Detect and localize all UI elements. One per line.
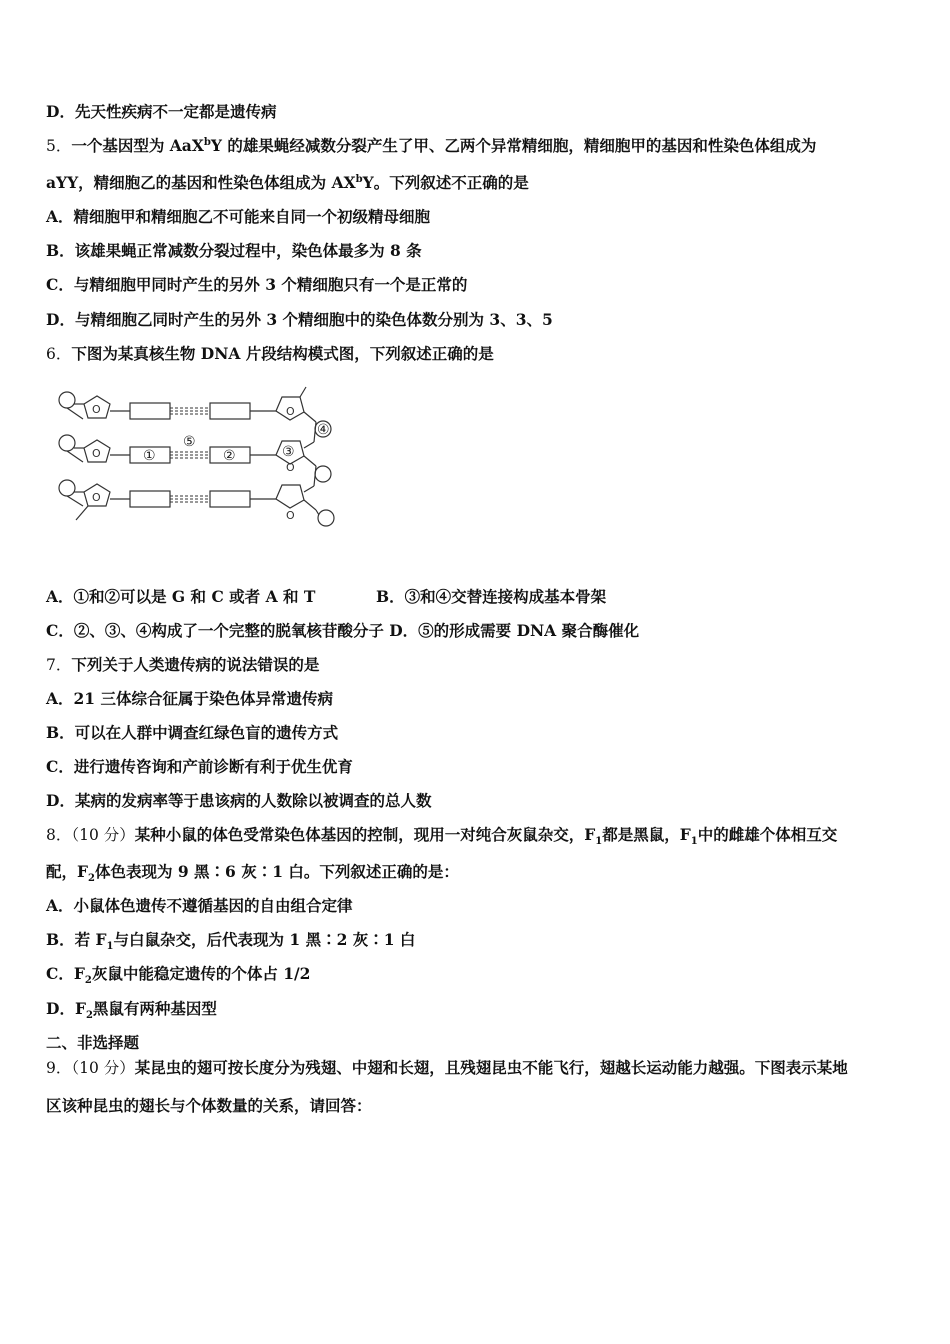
label-2: ② bbox=[223, 448, 236, 464]
q8-option-b-sub: 1 bbox=[106, 941, 114, 953]
label-1: ① bbox=[143, 448, 156, 464]
base-left-1 bbox=[130, 403, 170, 419]
pentose-right-3 bbox=[276, 485, 304, 508]
phosphate-left-3 bbox=[59, 480, 75, 496]
q7-stem bbox=[46, 655, 910, 675]
dna-structure-diagram bbox=[50, 382, 350, 542]
q7-option-b: B．可以在人群中调查红绿色盲的遗传方式 bbox=[46, 723, 339, 742]
q9-number: 9．（10 分） bbox=[46, 1059, 135, 1077]
q8-option-b-b: 与白鼠杂交，后代表现为 1 黑∶2 灰∶1 白 bbox=[113, 930, 416, 949]
phosphate-right-3 bbox=[318, 510, 334, 526]
q8-text-c: 中的雌雄个体相互交 bbox=[697, 825, 838, 844]
q6-options-ab bbox=[46, 587, 910, 607]
sugar-o-right-2: O bbox=[286, 461, 295, 474]
q8-option-c-sub: 2 bbox=[84, 975, 92, 987]
q8-option-d bbox=[46, 999, 910, 1022]
q7-option-c: C．进行遗传咨询和产前诊断有利于优生优育 bbox=[46, 757, 353, 776]
q5-number: 5． bbox=[46, 137, 72, 155]
label-4: ④ bbox=[317, 422, 330, 438]
section-2-heading: 二、非选择题 bbox=[46, 1033, 140, 1052]
q8-option-d-sub: 2 bbox=[85, 1010, 93, 1022]
q7-text: 下列关于人类遗传病的说法错误的是 bbox=[71, 655, 320, 674]
sugar-o-right-1: O bbox=[286, 405, 295, 418]
q6-option-b: B．③和④交替连接构成基本骨架 bbox=[376, 587, 607, 606]
q5-text-d: Y。下列叙述不正确的是 bbox=[362, 173, 529, 192]
q8-text-b: 都是黑鼠，F bbox=[602, 825, 691, 844]
q8-option-d-a: D．F bbox=[46, 999, 86, 1018]
q6-number: 6． bbox=[46, 345, 72, 363]
q8-text-a: 某种小鼠的体色受常染色体基因的控制，现用一对纯合灰鼠杂交，F bbox=[134, 825, 596, 844]
base-right-1 bbox=[210, 403, 250, 419]
q8-option-c-a: C．F bbox=[46, 964, 85, 983]
q8-sub-2: 1 bbox=[690, 836, 698, 848]
q8-number: 8．（10 分） bbox=[46, 826, 135, 844]
q7-number: 7． bbox=[46, 656, 72, 674]
q9-text-a: 某昆虫的翅可按长度分为残翅、中翅和长翅，且残翅昆虫不能飞行，翅越长运动能力越强。下图表示某地 bbox=[134, 1058, 848, 1077]
q4-option-d: D．先天性疾病不一定都是遗传病 bbox=[46, 102, 277, 121]
q6-option-a: A．①和②可以是 G 和 C 或者 A 和 T bbox=[46, 587, 316, 606]
q7-option-a: A．21 三体综合征属于染色体异常遗传病 bbox=[46, 689, 333, 708]
q8-sub-1: 1 bbox=[595, 836, 603, 848]
q8-text-e: 体色表现为 9 黑∶6 灰∶1 白。下列叙述正确的是： bbox=[94, 862, 459, 881]
q5-option-a: A．精细胞甲和精细胞乙不可能来自同一个初级精母细胞 bbox=[46, 207, 431, 226]
q8-sub-3: 2 bbox=[88, 873, 95, 885]
phosphate-left-1 bbox=[59, 392, 75, 408]
q5-option-b: B．该雄果蝇正常减数分裂过程中，染色体最多为 8 条 bbox=[46, 241, 422, 260]
q8-option-b-a: B．若 F bbox=[46, 930, 107, 949]
q5-text-a: 一个基因型为 AaX bbox=[71, 136, 204, 155]
phosphate-right-2 bbox=[315, 466, 331, 482]
q8-stem-line1 bbox=[46, 825, 910, 848]
q8-option-d-b: 黑鼠有两种基因型 bbox=[92, 999, 217, 1018]
base-left-3 bbox=[130, 491, 170, 507]
sugar-o-right-3: O bbox=[286, 509, 295, 522]
q5-text-b: Y 的雄果蝇经减数分裂产生了甲、乙两个异常精细胞，精细胞甲的基因和性染色体组成为 bbox=[210, 136, 817, 155]
q5-stem-line1 bbox=[46, 136, 910, 156]
q5-sup-1: b bbox=[203, 136, 211, 148]
q5-option-c: C．与精细胞甲同时产生的另外 3 个精细胞只有一个是正常的 bbox=[46, 275, 468, 294]
q8-stem-line2 bbox=[46, 862, 910, 885]
q6-options-cd: C．②、③、④构成了一个完整的脱氧核苷酸分子 D．⑤的形成需要 DNA 聚合酶催化 bbox=[46, 621, 640, 640]
sugar-o-left-1: O bbox=[92, 403, 101, 416]
q8-option-a: A．小鼠体色遗传不遵循基因的自由组合定律 bbox=[46, 896, 353, 915]
q8-option-c-b: 灰鼠中能稳定遗传的个体占 1/2 bbox=[91, 964, 311, 983]
base-right-3 bbox=[210, 491, 250, 507]
label-5: ⑤ bbox=[183, 434, 196, 450]
q8-text-d: 配，F bbox=[46, 862, 89, 881]
q9-stem-line1 bbox=[46, 1058, 910, 1078]
sugar-o-left-2: O bbox=[92, 447, 101, 460]
q5-stem-line2 bbox=[46, 173, 910, 193]
q6-text: 下图为某真核生物 DNA 片段结构模式图，下列叙述正确的是 bbox=[71, 344, 494, 363]
phosphate-left-2 bbox=[59, 435, 75, 451]
q8-option-c bbox=[46, 964, 910, 987]
q5-option-d: D．与精细胞乙同时产生的另外 3 个精细胞中的染色体数分别为 3、3、5 bbox=[46, 310, 553, 329]
sugar-o-left-3: O bbox=[92, 491, 101, 504]
q7-option-d: D．某病的发病率等于患该病的人数除以被调查的总人数 bbox=[46, 791, 432, 810]
q5-sup-2: b bbox=[355, 173, 363, 185]
q6-stem bbox=[46, 344, 910, 364]
q8-option-b bbox=[46, 930, 910, 953]
label-3: ③ bbox=[282, 444, 295, 460]
q9-stem-line2: 区该种昆虫的翅长与个体数量的关系，请回答： bbox=[46, 1096, 372, 1115]
q5-text-c: aYY，精细胞乙的基因和性染色体组成为 AX bbox=[46, 173, 356, 192]
